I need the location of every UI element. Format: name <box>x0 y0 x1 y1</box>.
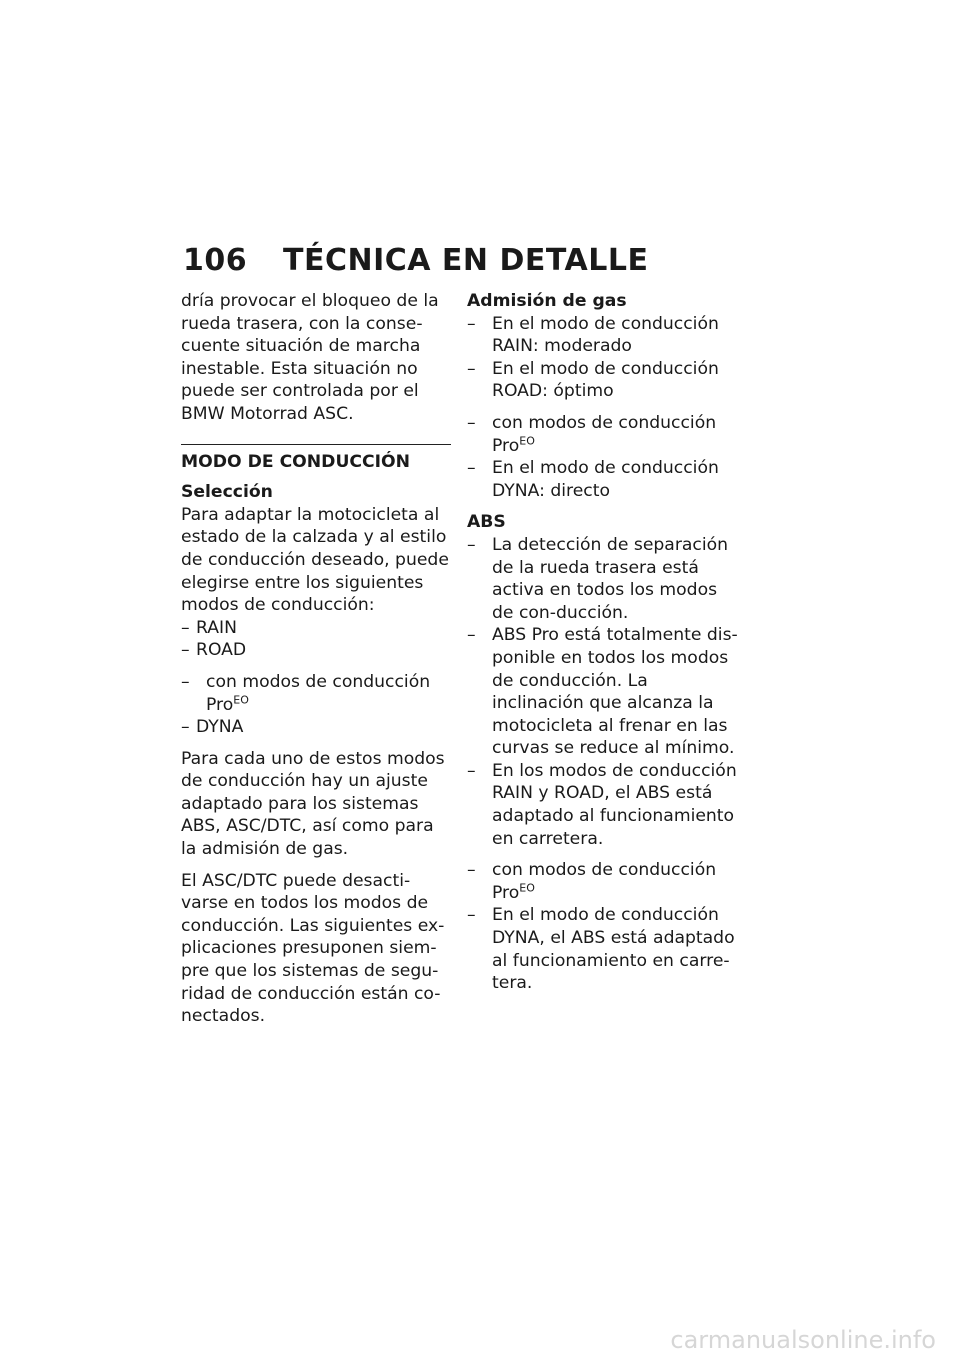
mode-list <box>181 617 451 662</box>
abs-dyna: En el modo de conducción DYNA, el ABS está adaptado al funcionamiento en carre-tera. <box>492 905 735 994</box>
list-item <box>467 457 742 502</box>
gas-pro-list <box>467 412 742 502</box>
page-number: 106 <box>183 243 248 278</box>
left-column <box>181 290 451 1037</box>
mode-dyna: DYNA <box>196 717 244 738</box>
list-item <box>181 617 451 640</box>
sub-title-seleccion: Selección <box>181 482 273 503</box>
dash-marker: – <box>467 534 476 555</box>
pro-list <box>181 671 451 716</box>
section-title: MODO DE CONDUCCIÓN <box>181 451 411 472</box>
list-item <box>467 760 742 850</box>
equipment-sup: EO <box>233 692 249 706</box>
dash-marker: – <box>467 905 476 926</box>
asc-paragraph: El ASC/DTC puede desacti-varse en todos los modos de conducción. Las siguientes ex-plicaciones presuponen siem-pre que los sistemas de segu-ridad de conducción están co-nectados. <box>181 870 445 1027</box>
pro-note: con modos de conducción Pro <box>492 412 717 456</box>
abs-pro: ABS Pro está totalmente dis-ponible en todos los modos de conducción. La inclinación que alcanza la motocicleta al frenar en las curvas se reduce al mínimo. <box>492 625 738 759</box>
dash-marker: – <box>467 760 476 781</box>
pro-note: con modos de conducción Pro <box>492 860 717 903</box>
right-column <box>467 290 742 1004</box>
equipment-sup: EO <box>519 433 535 447</box>
list-item <box>181 671 451 716</box>
dash-marker: – <box>181 640 190 661</box>
dash-marker: – <box>467 358 476 379</box>
list-item <box>467 904 742 994</box>
watermark: carmanualsonline.info <box>670 1326 936 1354</box>
list-item <box>467 534 742 624</box>
abs-list <box>467 534 742 850</box>
dash-marker: – <box>467 458 476 479</box>
pro-note: con modos de conducción Pro <box>206 671 431 715</box>
list-item <box>467 412 742 457</box>
dash-marker: – <box>181 717 190 738</box>
abs-pro-list <box>467 859 742 995</box>
dash-marker: – <box>467 625 476 646</box>
list-item <box>467 313 742 358</box>
dash-marker: – <box>467 412 476 433</box>
section-divider <box>181 444 451 445</box>
list-item <box>467 624 742 760</box>
list-item <box>181 716 451 739</box>
abs-title: ABS <box>467 512 506 533</box>
mode-list-dyna <box>181 716 451 739</box>
chapter-title: TÉCNICA EN DETALLE <box>283 243 649 278</box>
list-item <box>467 859 742 904</box>
abs-rain-road: En los modos de conducción RAIN y ROAD, el ABS está adaptado al funcionamiento en carretera. <box>492 760 737 849</box>
dash-marker: – <box>467 313 476 334</box>
dash-marker: – <box>181 671 190 692</box>
mode-road: ROAD <box>196 640 247 661</box>
list-item <box>181 639 451 662</box>
intro-paragraph: dría provocar el bloqueo de la rueda trasera, con la conse-cuente situación de marcha inestable. Esta situación no puede ser controlada por el BMW Motorrad ASC. <box>181 291 439 424</box>
equipment-sup: EO <box>519 881 535 895</box>
page-header <box>183 243 648 278</box>
mode-rain: RAIN <box>196 617 237 638</box>
gas-dyna: En el modo de conducción DYNA: directo <box>492 458 719 501</box>
gas-title: Admisión de gas <box>467 291 627 311</box>
list-item <box>467 358 742 403</box>
adjust-paragraph: Para cada uno de estos modos de conducción hay un ajuste adaptado para los sistemas ABS, ASC/DTC, así como para la admisión de gas. <box>181 748 445 860</box>
gas-road: En el modo de conducción ROAD: óptimo <box>492 358 719 402</box>
selection-paragraph: Para adaptar la motocicleta al estado de la calzada y al estilo de conducción deseado, puede elegirse entre los siguientes modos de conducción: <box>181 504 449 616</box>
gas-list <box>467 313 742 403</box>
dash-marker: – <box>467 860 476 881</box>
gas-rain: En el modo de conducción RAIN: moderado <box>492 313 719 357</box>
dash-marker: – <box>181 617 190 638</box>
abs-detection: La detección de separación de la rueda trasera está activa en todos los modos de con-ducción. <box>492 534 729 623</box>
